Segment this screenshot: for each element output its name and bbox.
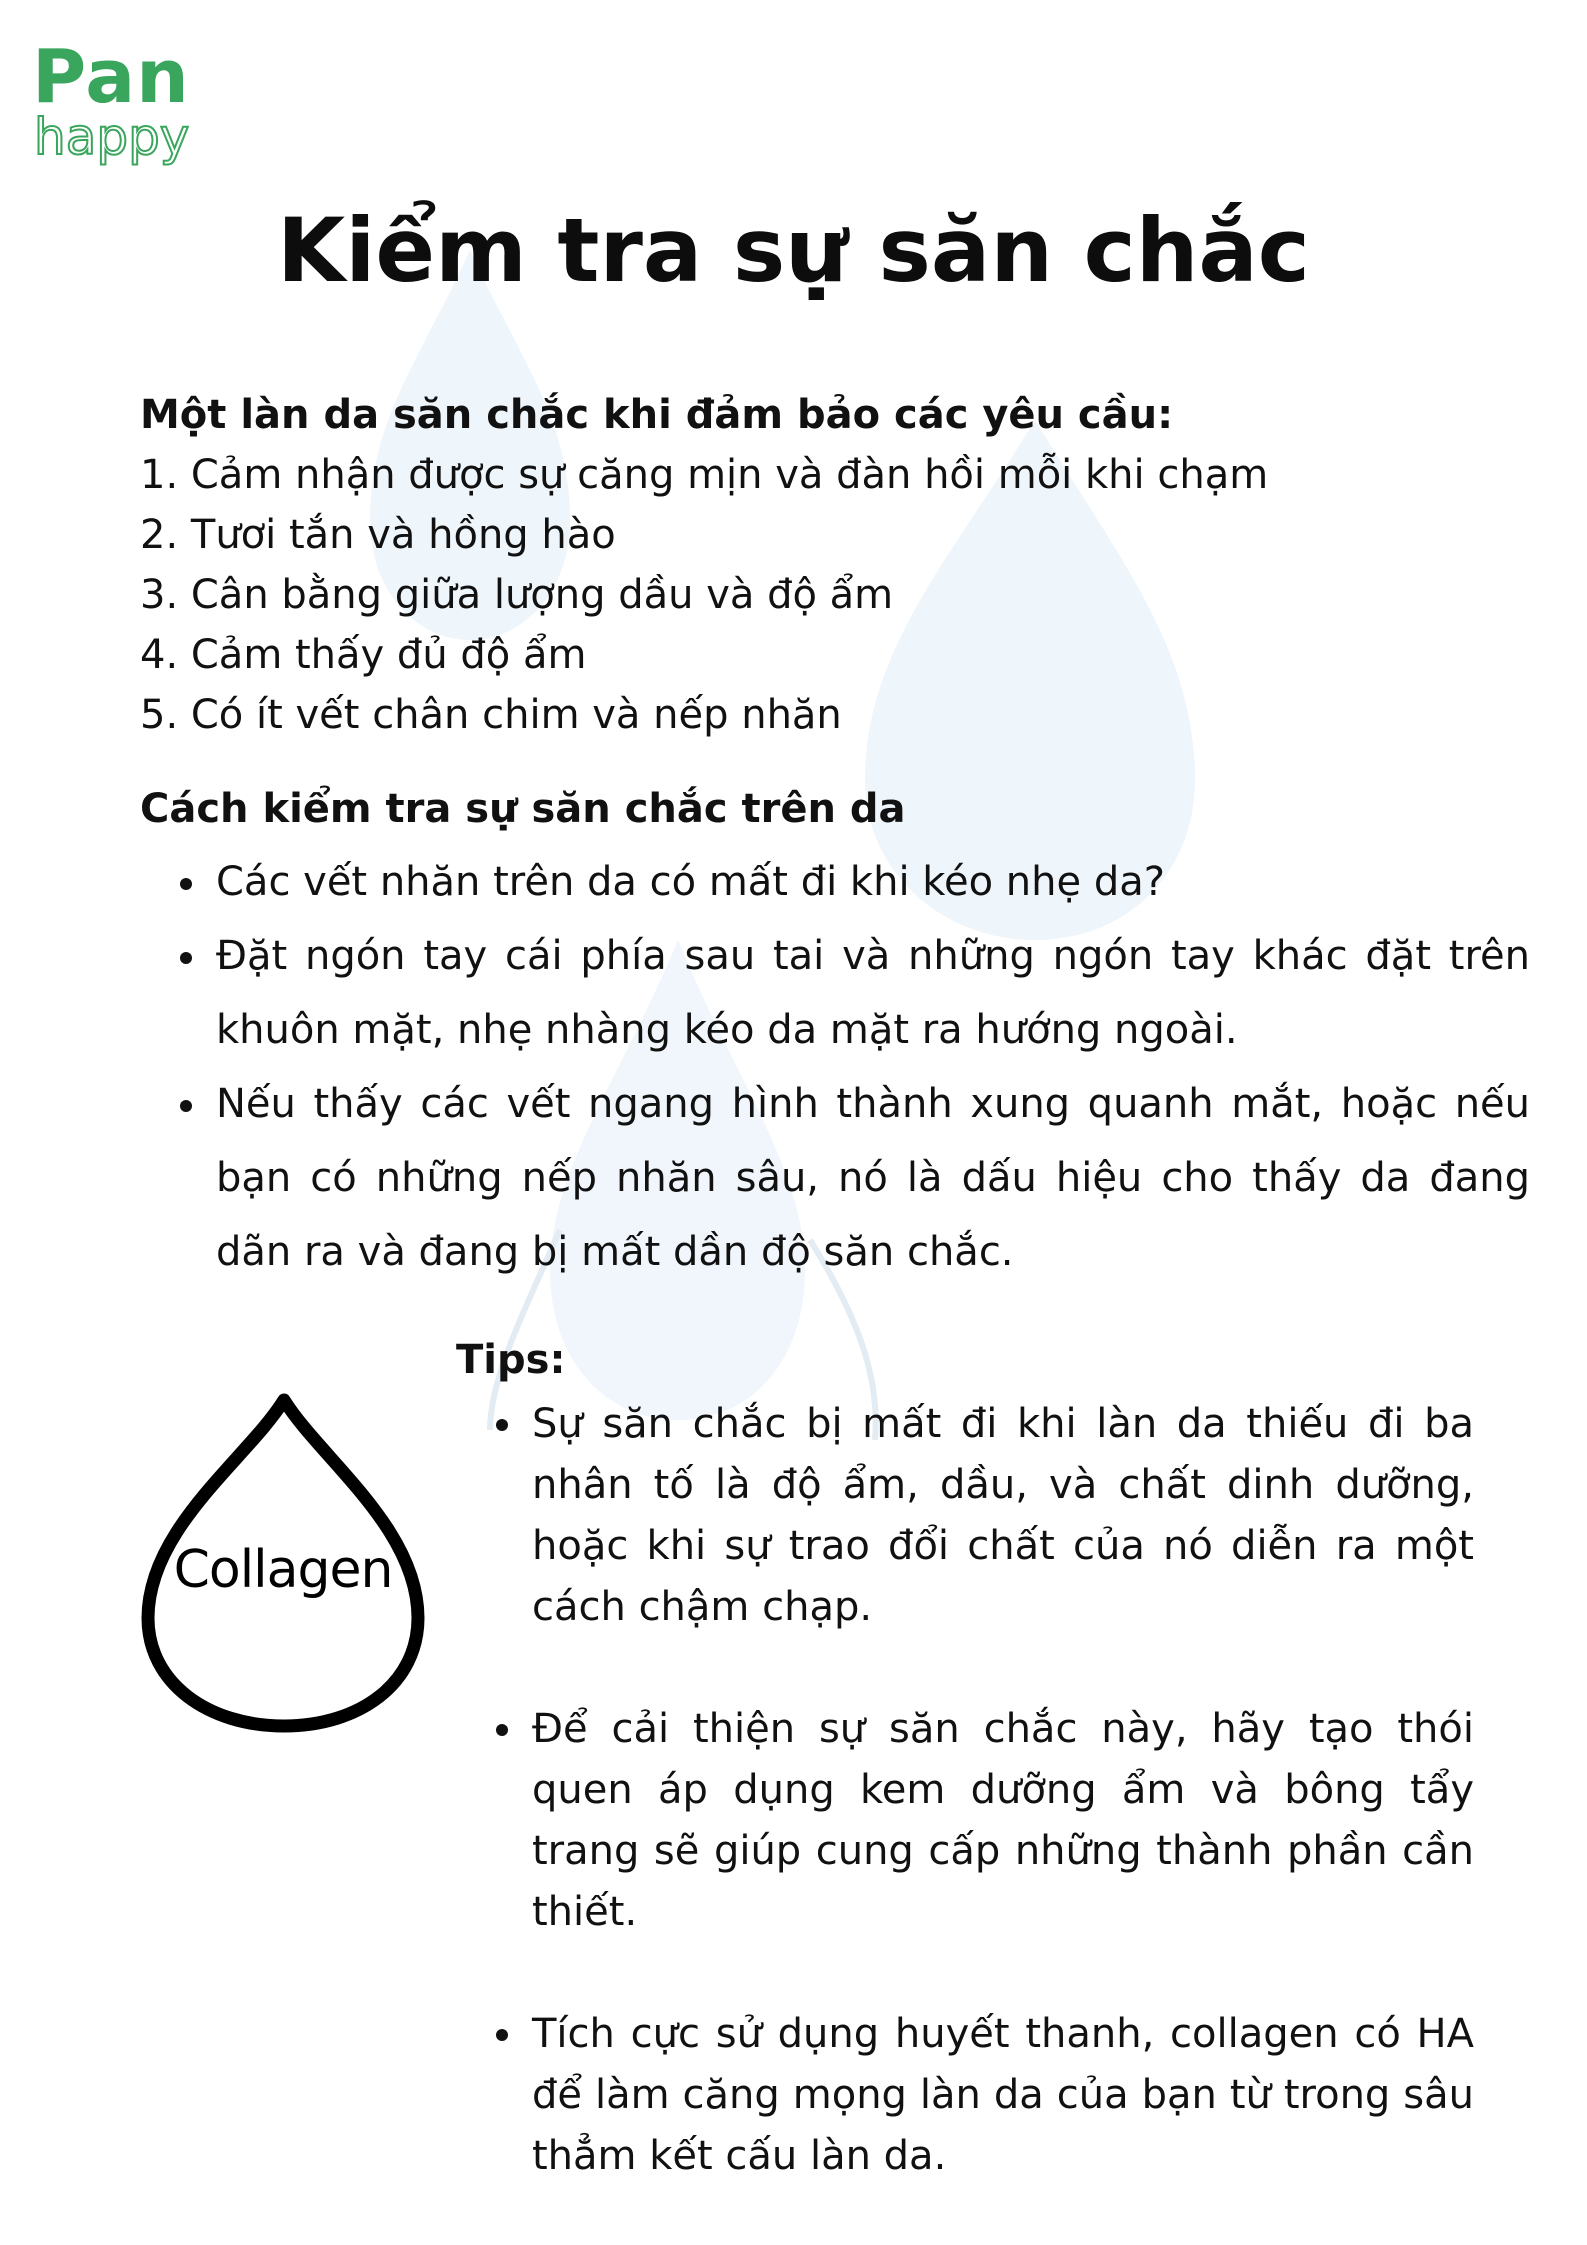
requirements-heading: Một làn da săn chắc khi đảm bảo các yêu cầu: (140, 392, 1174, 438)
list-item: 1. Cảm nhận được sự căng mịn và đàn hồi mỗi khi chạm (140, 452, 1269, 498)
list-item: Tích cực sử dụng huyết thanh, collagen có HA để làm căng mọng làn da của bạn từ trong sâu thẳm kết cấu làn da. (456, 2004, 1474, 2187)
tips-heading: Tips: (456, 1337, 566, 1383)
list-item: 2. Tươi tắn và hồng hào (140, 512, 616, 558)
page-title: Kiểm tra sự săn chắc (277, 199, 1310, 302)
list-item: 4. Cảm thấy đủ độ ẩm (140, 632, 587, 678)
logo (32, 34, 190, 166)
tips-section (456, 1330, 1474, 2187)
check-heading: Cách kiểm tra sự săn chắc trên da (140, 786, 906, 832)
list-item: Nếu thấy các vết ngang hình thành xung quanh mắt, hoặc nếu bạn có những nếp nhăn sâu, nó là dấu hiệu cho thấy da đang dãn ra và đang bị mất dần độ săn chắc. (140, 1067, 1530, 1289)
list-item: 3. Cân bằng giữa lượng dầu và độ ẩm (140, 572, 894, 618)
collagen-drop (138, 1388, 428, 1738)
logo-tagline: happy (34, 108, 190, 166)
main-content (140, 385, 1530, 1289)
list-item: 5. Có ít vết chân chim và nếp nhăn (140, 692, 842, 738)
tips-list (456, 1394, 1474, 2187)
list-item: Các vết nhăn trên da có mất đi khi kéo nhẹ da? (140, 845, 1530, 919)
logo-brand: Pan (32, 34, 190, 120)
requirements-list (140, 445, 1530, 745)
list-item: Đặt ngón tay cái phía sau tai và những ngón tay khác đặt trên khuôn mặt, nhẹ nhàng kéo da mặt ra hướng ngoài. (140, 919, 1530, 1067)
collagen-label: Collagen (173, 1540, 393, 1600)
check-list (140, 845, 1530, 1289)
list-item: Để cải thiện sự săn chắc này, hãy tạo thói quen áp dụng kem dưỡng ẩm và bông tẩy trang sẽ giúp cung cấp những thành phần cần thiết. (456, 1699, 1474, 1943)
list-item: Sự săn chắc bị mất đi khi làn da thiếu đi ba nhân tố là độ ẩm, dầu, và chất dinh dưỡng, hoặc khi sự trao đổi chất của nó diễn ra một cách chậm chạp. (456, 1394, 1474, 1638)
